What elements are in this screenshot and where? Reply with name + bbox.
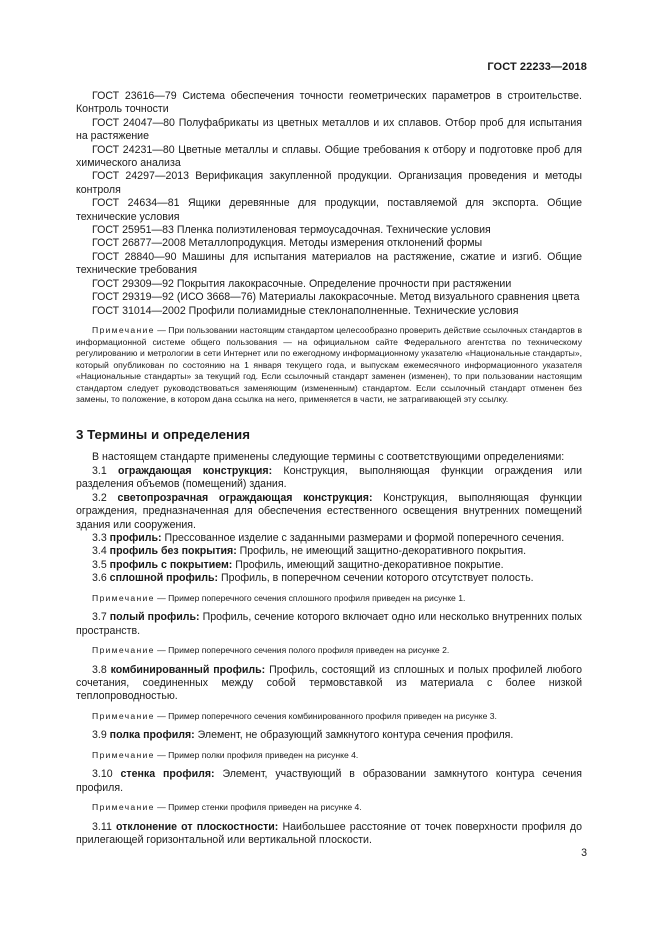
reference-item: ГОСТ 23616—79 Система обеспечения точности геометрических параметров в строительстве. Контроль точности xyxy=(76,90,582,116)
reference-item: ГОСТ 24231—80 Цветные металлы и сплавы. Общие требования к отбору и подготовке проб для химического анализа xyxy=(76,143,582,170)
note-3-10: Примечание — Пример стенки профиля приведен на рисунке 4. xyxy=(92,802,362,813)
section-title: 3 Термины и определения xyxy=(76,427,250,443)
note-3-7: Примечание — Пример поперечного сечения полого профиля приведен на рисунке 2. xyxy=(92,644,450,655)
page-number: 3 xyxy=(581,847,587,859)
term-3-9: 3.9 полка профиля: Элемент, не образующий замкнутого контура сечения профиля. xyxy=(92,729,514,742)
note-label: Примечание xyxy=(92,324,155,335)
standard-header: ГОСТ 22233—2018 xyxy=(487,61,587,73)
term-3-2: 3.2 светопрозрачная ограждающая конструкция: Конструкция, выполняющая функции ограждения, предназначенная для обеспечения естественного освещения внутренних помещений здания или сооружения. xyxy=(76,491,583,531)
reference-item: ГОСТ 26877—2008 Металлопродукция. Методы измерения отклонений формы xyxy=(92,237,483,250)
note-3-8: Примечание — Пример поперечного сечения комбинированного профиля приведен на рисунке 3. xyxy=(92,710,497,721)
term-3-5: 3.5 профиль с покрытием: Профиль, имеющий защитно-декоративное покрытие. xyxy=(92,558,504,571)
term-3-1: 3.1 ограждающая конструкция: Конструкция, выполняющая функции ограждения или разделения объемов (помещений) здания. xyxy=(76,464,582,491)
term-3-8: 3.8 комбинированный профиль: Профиль, состоящий из сплошных и полых профилей любого сочетания, соединенных между собой термовставкой из материала с более низкой теплопроводностью. xyxy=(76,663,583,703)
reference-item: ГОСТ 25951—83 Пленка полиэтиленовая термоусадочная. Технические условия xyxy=(92,224,491,237)
term-3-11: 3.11 отклонение от плоскостности: Наибольшее расстояние от точек поверхности профиля до прилегающей горизонтальной или вертикальной плоскости. xyxy=(76,820,582,847)
references-list xyxy=(76,90,582,318)
reference-item: ГОСТ 24634—81 Ящики деревянные для продукции, поставляемой для экспорта. Общие технические условия xyxy=(76,197,582,223)
term-3-3: 3.3 профиль: Прессованное изделие с заданными размерами и формой поперечного сечения. xyxy=(92,531,565,544)
body-text xyxy=(76,90,582,848)
term-3-6: 3.6 сплошной профиль: Профиль, в поперечном сечении которого отсутствует полость. xyxy=(92,572,534,585)
term-3-7: 3.7 полый профиль: Профиль, сечение которого включает одно или несколько внутренних полых пространств. xyxy=(76,611,582,637)
reference-item: ГОСТ 29309—92 Покрытия лакокрасочные. Определение прочности при растяжении xyxy=(92,277,512,290)
reference-item: ГОСТ 24297—2013 Верификация закупленной продукции. Организация проведения и методы контроля xyxy=(76,170,582,196)
reference-item: ГОСТ 28840—90 Машины для испытания материалов на растяжение, сжатие и изгиб. Общие технические требования xyxy=(76,250,582,277)
reference-item: ГОСТ 31014—2002 Профили полиамидные стеклонаполненные. Технические условия xyxy=(92,304,519,317)
references-note: Примечание — При пользовании настоящим стандартом целесообразно проверить действие ссылочных стандартов в информационной системе общего пользования — на официальном сайте Федерального агентства по техническому регулированию и метрологии в сети Интернет или по ежегодному информационному указателю «Национальные стандарты», который опубликован по состоянию на 1 января текущего года, и выпускам ежемесячного информационного указателя «Национальные стандарты» за текущий год. Если ссылочный стандарт заменен (изменен), то при пользовании настоящим стандартом следует руководствоваться заменяющим (измененным) стандартом. Если ссылочный стандарт отменен без замены, то положение, в котором дана ссылка на него, применяется в части, не затрагивающей эту ссылку. xyxy=(76,324,583,405)
section-intro: В настоящем стандарте применены следующие термины с соответствующими определениями: xyxy=(92,451,565,464)
note-3-9: Примечание — Пример полки профиля приведен на рисунке 4. xyxy=(92,749,359,760)
term-3-4: 3.4 профиль без покрытия: Профиль, не имеющий защитно-декоративного покрытия. xyxy=(92,545,527,558)
reference-item: ГОСТ 29319—92 (ИСО 3668—76) Материалы лакокрасочные. Метод визуального сравнения цвета xyxy=(92,291,580,304)
reference-item: ГОСТ 24047—80 Полуфабрикаты из цветных металлов и их сплавов. Отбор проб для испытания на растяжение xyxy=(76,116,582,143)
note-3-6: Примечание — Пример поперечного сечения сплошного профиля приведен на рисунке 1. xyxy=(92,592,466,603)
term-3-10: 3.10 стенка профиля: Элемент, участвующий в образовании замкнутого контура сечения профиля. xyxy=(76,768,582,794)
note-text: При пользовании настоящим стандартом целесообразно проверить действие ссылочных стандартов в информационной системе общего пользования — на официальном сайте Федерального агентства по техническому регулированию и метрологии в сети Интернет или по ежегодному информационному указателю «Национальные стандарты», который опубликован по состоянию на 1 января текущего года, и выпускам ежемесячного информационного указателя «Национальные стандарты» за текущий год. Если ссылочный стандарт заменен (изменен), то при пользовании настоящим стандартом следует руководствоваться заменяющим (измененным) стандартом. Если ссылочный стандарт отменен без замены, то положение, в котором дана ссылка на него, применяется в части, не затрагивающей эту ссылку. xyxy=(76,324,583,405)
